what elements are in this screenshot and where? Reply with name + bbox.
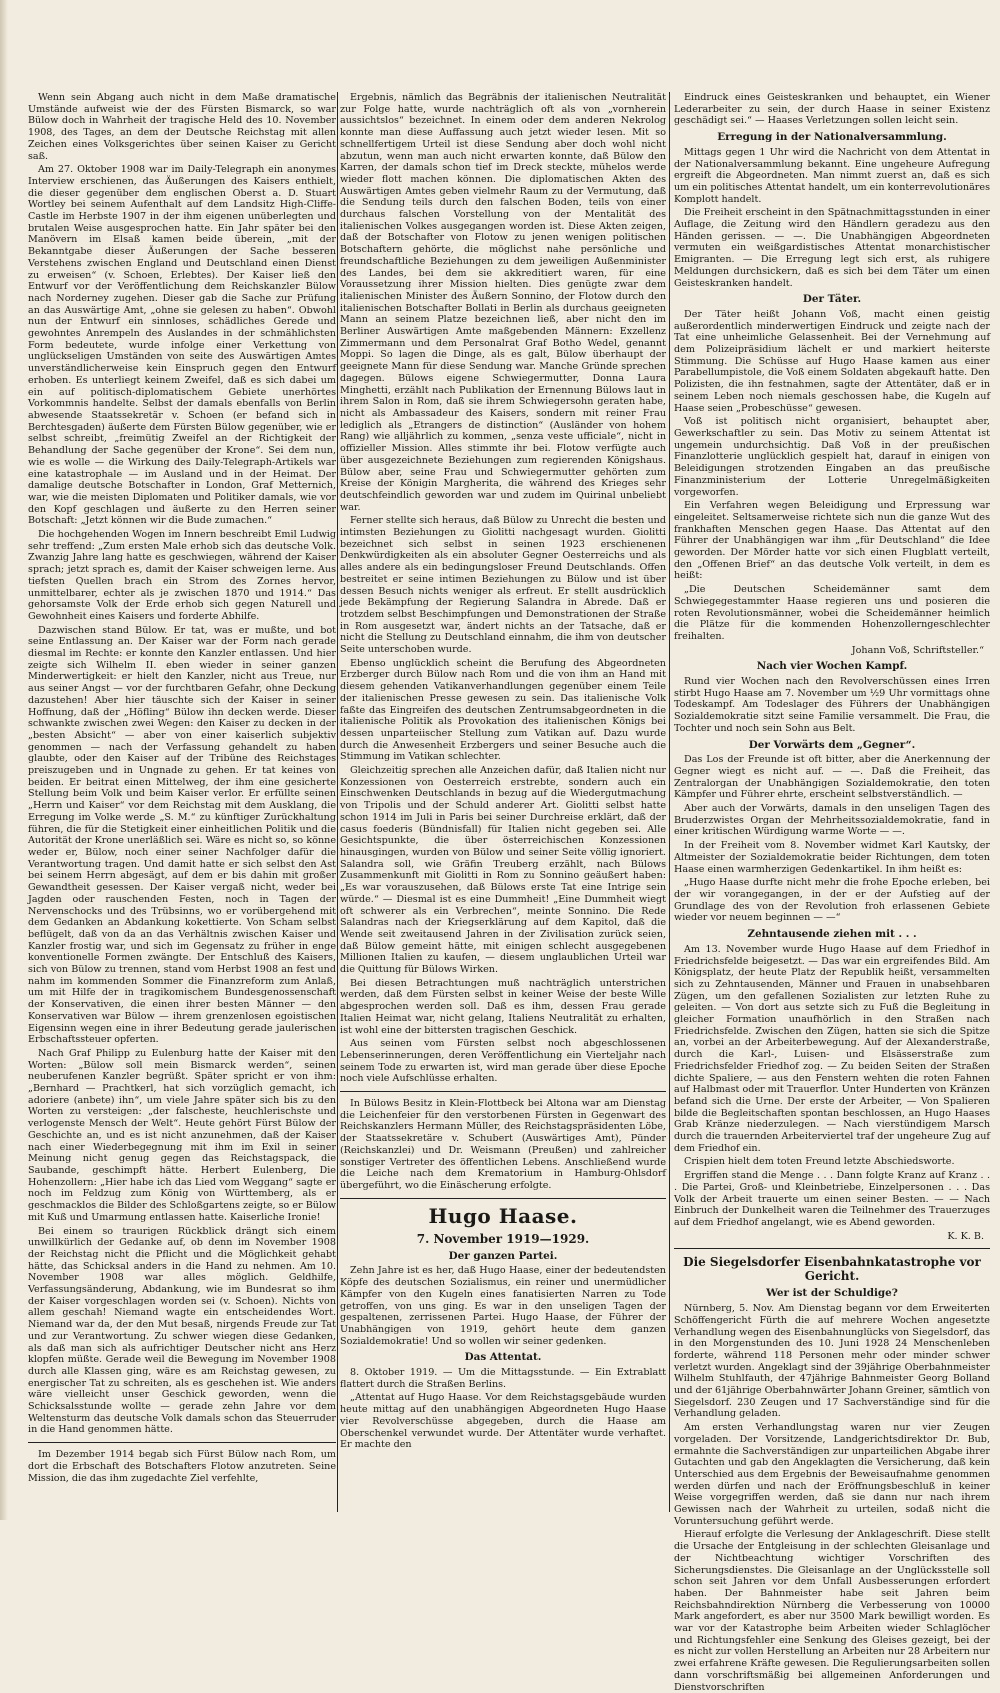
paragraph: Dazwischen stand Bülow. Er tat, was er mußte, und bot seine Entlassung an. Der Kaiser war der Form nach gerade diesmal im Rechte: er konnte den Kanzler entlassen. Und hier zeigte sich Wilhelm II. eben wieder in seiner ganzen Minderwertigkeit: er hielt den Kanzler, nicht aus Treue, nur aus seiner Angst — vor der furchtbaren Gefahr, ohne Deckung dazustehen! Aber hier täuschte sich der Kaiser in seiner Hoffnung, daß der „Höfling“ Bülow ihn decken werde. Dieser schwankte zwischen zwei Wegen: den Kaiser zu decken in der „besten Absicht“ — aber von einer kaiserlich subjektiv genommen — nach der Verfassung gehandelt zu haben glaubte, oder den Kaiser auf der Tribüne des Reichstages preiszugeben und in Ungnade zu gehen. Er tat keines von beiden. Er beitrat einen Mittelweg, der ihm eine gesicherte Stellung beim Volk und beim Kaiser verlor. Er erfüllte seinen „Herrn und Kaiser“ vor dem Reichstag mit dem Ausklang, die Erregung im Volke werde „S. M.“ zu künftiger Zurückhaltung führen, die für die Stetigkeit einer einheitlichen Politik und die Autorität der Krone unerläßlich sei. Wäre es nicht so, so könne weder er, Bülow, noch einer seiner Nachfolger dafür die Verantwortung tragen. Und damit hatte er sich selbst den Ast bei seinem Herrn abgesägt, auf dem er bis dahin mit großer Gewandtheit gesessen. Der Kaiser vergaß nicht, weder bei Jagden oder rauschenden Festen, noch in Tagen der Nervenschocks und des Trübsinns, wo er vorübergehend mit dem Gedanken an Abdankung kokettierte. Von Scham selbst beflügelt, daß von da an das Verhältnis zwischen Kaiser und Kanzler frostig war, und sich im Gegensatz zu früher in enge konventionelle Formen zwängte. Der Entschluß des Kaisers, sich von Bülow zu trennen, stand vom Herbst 1908 an fest und nahm im kommenden Sommer die Finanzreform zum Anlaß, um mit Hilfe der in tragikomischem Bundesgenossenschaft der Konservativen, die einen ihrer besten Männer — den Konservativen war Bülow — ihrem grenzenlosen egoistischen Eigensinn wegen eine in ihrer Bedeutung gerade jaulerischen Erbschaftssteuer opferten.	[28, 624, 336, 1046]
column-rule	[337, 92, 338, 1512]
paragraph: Am 27. Oktober 1908 war im Daily-Telegraph ein anonymes Interview erschienen, das Äußerungen des Kaisers enthielt, die dieser gegenüber dem englischen Oberst a. D. Stuart Wortley bei seinem Aufenthalt auf dem Landsitz High-Cliffe-Castle im Herbste 1907 in der ihm eigenen unüberlegten und brutalen Weise ausgesprochen hatte. Ein Jahr später bei den Manövern im Elsaß kamen beide überein, „mit der Bekanntgabe dieser Äußerungen der Sache besseren Verstehens zwischen England und Deutschland einen Dienst zu erweisen“ (v. Schoen, Erlebtes). Der Kaiser ließ den Entwurf vor der Veröffentlichung dem Reichskanzler Bülow nach Norderney zugehen. Dieser gab die Sache zur Prüfung an das Auswärtige Amt, „ohne sie gelesen zu haben“. Obwohl nun der Entwurf ein sinnloses, schädliches Gerede und gewohntes Anrempeln des Auslandes in der schmählichsten Form bedeutete, wurde infolge einer Verkettung von unglückseligen Umständen von seite des Auswärtigen Amtes unverständlicherweise kein Einspruch gegen den Entwurf erhoben. Es unterliegt keinem Zweifel, daß es sich dabei um ein auf politisch-diplomatischem Gebiete unerhörtes Vorkommnis handelte. Selbst der damals ebenfalls von Berlin abwesende Staatssekretär v. Schoen (er befand sich in Berchtesgaden) äußerte dem Fürsten Bülow gegenüber, wie er selbst schreibt, „freimütig Zweifel an der Richtigkeit der Behandlung der Sache gegenüber der Krone“. Sei dem nun, wie es wolle — die Wirkung des Daily-Telegraph-Artikels war eine katastrophale — im Ausland und in der Heimat. Der damalige deutsche Botschafter in London, Graf Metternich, war, wie die meisten Diplomaten und Politiker damals, wie vor den Kopf geschlagen und äußerte zu den Herren seiner Botschaft: „Jetzt können wir die Bude zumachen.“	[28, 164, 336, 527]
paragraph: „Attentat auf Hugo Haase. Vor dem Reichstagsgebäude wurden heute mittag auf den unabhängigen Abgeordneten Hugo Haase vier Revolverschüsse abgegeben, durch die Haase am Oberschenkel verwundet wurde. Der Attentäter wurde verhaftet. Er machte den	[340, 1392, 666, 1451]
paragraph: Das Los der Freunde ist oft bitter, aber die Anerkennung der Gegner wiegt es nicht auf. — —. Daß die Freiheit, das Zentralorgan der Unabhängigen Sozialdemokratie, den toten Kämpfer und Führer ehrte, erscheint selbstverständlich. —	[674, 754, 990, 801]
paragraph: Hierauf erfolgte die Verlesung der Anklageschrift. Diese stellt die Ursache der Entgleisung in der schlechten Gleisanlage und der Nichtbeachtung wichtiger Vorschriften des Sicherungsdienstes. Die Gleisanlage an der Unglücksstelle soll schon seit Jahren vor dem Unfall Ausbesserungen erfordert haben. Der Bahnmeister habe seit Jahren beim Reichsbahndirektion Nürnberg die Verbesserung von 10000 Mark angefordert, es aber nur 3500 Mark bewilligt worden. Es war vor der Katastrophe beim Arbeiten wieder Schlaglöcher und Richtungsfehler eine Senkung des Gleises gezeigt, bei der es nicht zur vollen Herstellung an Arbeiten nur 28 Arbeitern nur zwei erfahrene Kräfte gewesen. Die Regulierungsarbeiten sollen dann vorschriftsmäßig bei allgemeinen Anforderungen und Dienstvorschriften	[674, 1529, 990, 1693]
divider	[340, 1198, 666, 1199]
paragraph: Die Freiheit erscheint in den Spätnachmittagsstunden in einer Auflage, die Zeitung wird den Händlern geradezu aus den Händen gerissen. — —. Die Unabhängigen Abgeordneten vermuten ein weißgardistisches Attentat monarchistischer Emigranten. — Die Erregung legt sich erst, als ruhigere Meldungen durchsickern, daß es sich bei dem Täter um einen Geisteskranken handelt.	[674, 207, 990, 289]
paragraph: Gleichzeitig sprechen alle Anzeichen dafür, daß Italien nicht nur Konzessionen von Oesterreich erstrebte, sondern auch ein Einschwenken Deutschlands in bezug auf die Wiedergutmachung von Tripolis und der Schuld anderer Art. Giolitti selbst hatte schon 1914 im Juli in Paris bei seiner Durchreise erklärt, daß der casus foederis (Bündnisfall) für Italien nicht gegeben sei. Alle Gesichtspunkte, die über österreichischen Konzessionen hinausgingen, wurden von Bülow und seiner Seite völlig ignoriert. Salandra soll, wie Gräfin Treuberg erzählt, nach Bülows Zusammenkunft mit Giolitti in Rom zu Sonnino geäußert haben: „Es war vorauszusehen, daß Bülows erste Tat eine Intrige sein würde.“ — Diesmal ist es eine Dummheit! „Eine Dummheit wiegt oft schwerer als ein Verbrechen“, meinte Sonnino. Die Rede Salandras nach der Kriegserklärung auf dem Kapitol, daß die Wende seit zweitausend Jahren in der Zivilisation zurück seien, daß Bülow gemeint hätte, mit einigen schlecht ausgegebenen Millionen Italien zu kaufen, — diesem unglaublichen Urteil war die Quittung für Bülows Wirken.	[340, 765, 666, 976]
paragraph: Voß ist politisch nicht organisiert, behauptet aber, Gewerkschaftler zu sein. Das Motiv zu seinem Attentat ist ungemein undurchsichtig. Daß Voß in der preußischen Finanzlotterie unglücklich gespielt hat, darauf in einigen von Beleidigungen strotzenden Eingaben an das preußische Finanzministerium der Lotterie Unregelmäßigkeiten vorgeworfen.	[674, 416, 990, 498]
article-headline: Die Siegelsdorfer Eisenbahnkatastrophe vor Gericht.	[683, 1255, 981, 1284]
page-edge-shadow	[0, 0, 8, 1520]
paragraph: Mittags gegen 1 Uhr wird die Nachricht von dem Attentat in der Nationalversammlung bekannt. Eine ungeheure Aufregung ergreift die Abgeordneten. Man nimmt zuerst an, daß es sich um ein politisches Attentat handelt, um ein konterrevolutionäres Komplott handelt.	[674, 146, 990, 205]
section-heading: Zehntausende ziehen mit . . .	[747, 928, 917, 941]
paragraph: Am ersten Verhandlungstag waren nur vier Zeugen vorgeladen. Der Vorsitzende, Landgerichtsdirektor Dr. Bub, ermahnte die Sachverständigen zur unparteilichen Abgabe ihrer Gutachten und gab den Angeklagten die Versicherung, daß kein Unterschied aus dem Ergebnis der Beweisaufnahme genommen werden dürfen und nach der Eröffnungsbeschluß in keiner Weise vorgegriffen werden, daß sie dann nur nach ihrem Gewissen nach der Wahrheit zu urteilen, sodaß nicht die Voruntersuchung geführt werde.	[674, 1422, 990, 1527]
paragraph: „Die Deutschen Scheidemänner samt dem Schwiegegestammter Haase regieren uns und posieren die roten Revolutionsmänner, wobei die Scheidemänner heimlich die Plätze für die kommenden Hohenzollerngeschlechter freihalten.	[674, 584, 990, 642]
column-right	[674, 92, 991, 1693]
signature: K. K. B.	[947, 1230, 984, 1242]
paragraph: Ebenso unglücklich scheint die Berufung des Abgeordneten Erzberger durch Bülow nach Rom und die von ihm an Hand mit diesem gehenden Vatikanverhandlungen gegenüber einem Teile der italienischen Presse gewesen zu sein. Das italienische Volk faßte das Eingreifen des deutschen Zentrumsabgeordneten in die italienische Politik als Provokation des italienischen Königs bei dessen unparteiischer Stellung zum Vatikan auf. Dazu wurde durch die Anwesenheit Erzbergers und seiner Besuche auch die Stimmung im Vatikan schlechter.	[340, 657, 666, 763]
divider	[28, 1442, 336, 1443]
divider	[674, 1248, 990, 1249]
paragraph: Ferner stellte sich heraus, daß Bülow zu Unrecht die besten und intimsten Beziehungen zu Giolitti nachgesagt wurden. Giolitti bezeichnet sich selbst in seinen 1923 erschienenen Denkwürdigkeiten als ein absoluter Gegner Oesterreichs und als alles andere als ein bedingungsloser Freund Deutschlands. Offen bestreitet er seine intimen Beziehungen zu Bülow und ist über dessen Besuch nichts weniger als erfreut. Er stellt ausdrücklich jede Bekämpfung der Regierung Salandra in Abrede. Daß er trotzdem selbst Beschimpfungen und Demonstrationen der Straße in Rom ausgesetzt war, ändert nichts an der Tatsache, daß er nicht die Stellung zu Deutschland einnahm, die ihm von deutscher Seite unterschoben wurde.	[340, 515, 666, 656]
section-heading: Der ganzen Partei.	[448, 1249, 558, 1262]
column-middle	[340, 92, 666, 1510]
section-heading: Wer ist der Schuldige?	[766, 1287, 898, 1300]
paragraph: In Bülows Besitz in Klein-Flottbeck bei Altona war am Dienstag die Leichenfeier für den verstorbenen Fürsten in Gegenwart des Reichskanzlers Hermann Müller, des Reichstagspräsidenten Löbe, der Staatssekretäre v. Schubert (Auswärtiges Amt), Pünder (Reichskanzlei) und Dr. Weismann (Preußen) und zahlreicher sonstiger Vertreter des öffentlichen Lebens. Anschließend wurde die Leiche nach dem Krematorium in Hamburg-Ohlsdorf übergeführt, wo die Einäscherung erfolgte.	[340, 1098, 666, 1191]
divider	[340, 1091, 666, 1092]
paragraph: Der Täter heißt Johann Voß, macht einen geistig außerordentlich minderwertigen Eindruck und zeigte nach der Tat eine unheimliche Gelassenheit. Bei der Vernehmung auf dem Polizeipräsidium lächelt er und markiert heiterste Stimmung. Die Schüsse auf Hugo Haase kamen aus einer Parabellumpistole, die Voß einem Soldaten abgekauft hatte. Den Polizisten, die ihn festnahmen, sagte der Attentäter, daß er in seinem Leben noch niemals geschossen habe, die Kugeln auf Haase seien „Probeschüsse“ gewesen.	[674, 308, 990, 414]
column-left	[28, 92, 336, 1510]
paragraph: Aber auch der Vorwärts, damals in den unseligen Tagen des Bruderzwistes Organ der Mehrheitssozialdemokratie, fand in einer kritischen Würdigung warme Worte — —.	[674, 803, 990, 838]
paragraph: „Hugo Haase durfte nicht mehr die frohe Epoche erleben, bei der wir vorangegangen, in der er der Aufstieg auf der Grundlage des von der Revolution froh erlassenen Gebiete wieder vor neuem beginnen — —“	[674, 877, 990, 924]
paragraph: Ein Verfahren wegen Beleidigung und Erpressung war eingeleitet. Seltsamerweise richtete sich nun die ganze Wut des frankhaften Menschen gegen Haase. Das Attentat auf den Führer der Unabhängigen war ihm „für Deutschland“ die Idee geworden. Der Mörder hatte vor sich einen Flugblatt verteilt, den „Offenen Brief“ an das deutsche Volk verteilt, in dem es heißt:	[674, 500, 990, 582]
paragraph: Nach Graf Philipp zu Eulenburg hatte der Kaiser mit den Worten: „Bülow soll mein Bismarck werden“, seinen neuberufenen Kanzler begrüßt. Später spricht er von ihm: „Bernhard — Prachtkerl, hat sich vorzüglich gemacht, ich adoriere (anbete) ihn“, um viele Jahre später sich bis zu den Worten zu versteigen: „der falscheste, heuchlerischste und verlogenste Mensch der Welt“. Heute gehört Fürst Bülow der Geschichte an, und es ist nicht anzunehmen, daß der Kaiser nach einer Wiederbegegnung mit ihm im Exil in seiner Meinung nicht genug gegen das Reichstagspack, die Saubande, geschimpft hätte. Herbert Eulenberg, Die Hohenzollern: „Hier habe ich das Lied vom Weggang“ sagte er noch im Feldzug zum König von Württemberg, als er geschmacklos die Bilder des Schloßgartens zeigte, so er Bülow mit Kuß und Umarmung entlassen hatte. Kaiserliche Ironie!	[28, 1047, 336, 1223]
section-heading: Der Täter.	[802, 293, 862, 306]
paragraph: Ergriffen stand die Menge . . . Dann folgte Kranz auf Kranz . . . Die Partei, Groß- und Kleinbetriebe, Einzelpersonen . . . Das Volk der Arbeit trauerte um einen seiner Besten. — — Nach Einbruch der Dunkelheit waren die Teilnehmer des Trauerzuges auf dem Friedhof angelangt, wie es Abend geworden.	[674, 1170, 990, 1228]
paragraph: Im Dezember 1914 begab sich Fürst Bülow nach Rom, um dort die Erbschaft des Botschafters Flotow anzutreten. Seine Mission, die das ihm zugedachte Ziel verfehlte,	[28, 1449, 336, 1484]
signature: Johann Voß, Schriftsteller.“	[851, 644, 984, 656]
column-rule	[669, 92, 670, 1512]
paragraph: Bei diesen Betrachtungen muß nachträglich unterstrichen werden, daß dem Fürsten selbst in keiner Weise der beste Wille abgesprochen werden soll. Daß es ihm, dessen Frau gerade Italien Heimat war, nicht gelang, Italiens Neutralität zu erhalten, ist wohl eine der bittersten tragischen Geschick.	[340, 977, 666, 1036]
paragraph: In der Freiheit vom 8. November widmet Karl Kautsky, der Altmeister der Sozialdemokratie beider Richtungen, dem toten Haase einen warmherzigen Gedenkartikel. In ihm heißt es:	[674, 840, 990, 875]
paragraph: 8. Oktober 1919. — Um die Mittagsstunde. — Ein Extrablatt flattert durch die Straßen Berlins.	[340, 1367, 666, 1390]
section-heading: Nach vier Wochen Kampf.	[756, 660, 908, 673]
article-dateline: 7. November 1919—1929.	[416, 1231, 590, 1246]
section-heading: Erregung in der Nationalversammlung.	[717, 131, 947, 144]
paragraph: Aus seinen vom Fürsten selbst noch abgeschlossenen Lebenserinnerungen, deren Veröffentlichung ein Vierteljahr nach seinem Tode zu erwarten ist, wird man gerade über diese Epoche noch viele Aufschlüsse erhalten.	[340, 1038, 666, 1085]
paragraph: Bei einem so traurigen Rückblick drängt sich einem unwillkürlich der Gedanke auf, ob denn im November 1908 der Reichstag nicht die Pflicht und die Möglichkeit gehabt hätte, das Schicksal anders in die Hand zu nehmen. Am 10. November 1908 war alles möglich. Geldhilfe, Verfassungsänderung, Abdankung, wie im Bundesrat so ihm der Kaiser vorgeschlagen worden sei (v. Schoen). Nichts von allem geschah! Niemand wagte ein entscheidendes Wort. Niemand war da, der den Mut besaß, nirgends Freude zur Tat und zur Verantwortung. Zu schwer wiegen diese Gedanken, als daß man sich als aufrichtiger Deutscher nicht ans Herz klopfen müßte. Gerade weil die Bewegung im November 1908 durch alle Klassen ging, wäre es am Reichstag gewesen, zu energischer Tat zu schreiten, als es geschehen ist. Wie anders wäre vielleicht unser Geschick geworden, wenn die Schicksalsstunde wollte — gerade zehn Jahre vor dem Weltensturm das deutsche Volk damals schon das Steuerruder in die Hand genommen hätte.	[28, 1225, 336, 1436]
paragraph: Wenn sein Abgang auch nicht in dem Maße dramatische Umstände aufweist wie der des Fürsten Bismarck, so war Bülow doch in Wahrheit der tragische Held des 10. November 1908, des Tages, an dem der Deutsche Reichstag mit allen Zeichen eines Volksgerichtes über seinen Kaiser zu Gericht saß.	[28, 92, 336, 162]
paragraph: Rund vier Wochen nach den Revolverschüssen eines Irren stirbt Hugo Haase am 7. November um ½9 Uhr vormittags ohne Todeskampf. Am Todeslager des Führers der Unabhängigen Sozialdemokratie sitzt seine Familie versammelt. Die Frau, die Tochter und noch sein Sohn aus Belt.	[674, 676, 990, 734]
paragraph: Ergebnis, nämlich das Begräbnis der italienischen Neutralität zur Folge hatte, wurde nachträglich oft als von „vornherein aussichtslos“ bezeichnet. In einem oder dem anderen Nekrolog konnte man diese Auffassung auch jetzt wieder lesen. Mit so schnellfertigem Urteil ist diese Sendung aber doch wohl nicht abzutun, wenn man auch nicht erwarten konnte, daß Bülow den Karren, der damals schon tief im Dreck steckte, mühelos werde wieder flott machen können. Die diplomatischen Akten des Auswärtigen Amtes geben vielmehr Raum zu der Vermutung, daß die Sendung teils durch den falschen Boden, teils von einer durchaus falschen Vorstellung von der Mentalität des italienischen Volkes ausgegangen worden ist. Diese Akten zeigen, daß der Botschafter von Flotow zu jenen wenigen politischen Botschaftern gehörte, die möglichst nahe persönliche und freundschaftliche Beziehungen zu dem jeweiligen Außenminister des Landes, bei dem sie akkreditiert waren, für eine Voraussetzung ihrer Mission hielten. Dies genügte zwar dem italienischen Minister des Äußern Sonnino, der Flotow durch den italienischen Botschafter Bollati in Berlin als durchaus geeigneten Mann an seinem Platze bezeichnen ließ, aber nicht den im Berliner Auswärtigen Amte maßgebenden Männern: Exzellenz Zimmermann und dem Personalrat Graf Botho Wedel, genannt Moppi. So lagen die Dinge, als es galt, Bülow überhaupt der geeignete Mann für diese Sendung war. Manche Gründe sprechen dagegen. Bülows eigene Schwiegermutter, Donna Laura Minghetti, erzählt nach Publikation der Ernennung Bülows laut in ihrem Salon in Rom, daß sie ihrem Schwiegersohn geraten habe, nicht als Ambassadeur des Kaisers, sondern mit reiner Frau lediglich als „Etrangers de distinction“ (Ausländer von hohem Rang) wie alljährlich zu kommen, „senza veste ufficiale“, nicht in offizieller Mission. Alles stimmte ihr bei. Flotow verfügte auch über ausgezeichnete Beziehungen zum regierenden Königshaus. Bülow aber, seine Frau und Schwiegermutter gehörten zum Kreise der Königin Margherita, die während des Krieges sehr deutschfeindlich geworden war und zudem im Quirinal unbeliebt war.	[340, 92, 666, 513]
paragraph: Eindruck eines Geisteskranken und behauptet, ein Wiener Lederarbeiter zu sein, der durch Haase in seiner Existenz geschädigt sei.“ — Haases Verletzungen sollen leicht sein.	[674, 92, 990, 127]
paragraph: Am 13. November wurde Hugo Haase auf dem Friedhof in Friedrichsfelde beigesetzt. — Das war ein ergreifendes Bild. Am Königsplatz, der heute Platz der Republik heißt, versammelten sich zu Zehntausenden, Männer und Frauen in unabsehbaren Zügen, um den gefallenen Sozialisten zur letzten Ruhe zu geleiten. — Von dort aus setzte sich zu Fuß die Begleitung in gleicher Formation unaufhörlich in den Straßen nach Friedrichsfelde. Zwischen den Zügen, hatten sie sich die Spitze an, vorbei an der Arbeiterbewegung. Auf der Alexanderstraße, durch die Karl-, Luisen- und Elsässerstraße zum Friedrichsfelder Friedhof zog. — Zu beiden Seiten der Straßen dichte Spaliere, — aus den Fenstern wehten die roten Fahnen auf Halbmast oder mit Trauerflor. Unter Hunderten von Kränzen befand sich die Urne. Der erste der Arbeiter, — Von Spalieren bilde die Begleitschaften spontan beschlossen, an Hugo Haases Grab Kränze niederzulegen. — Nach vierstündigem Marsch durch die trauernden Arbeiterviertel traf der ungeheure Zug auf dem Friedhof ein.	[674, 943, 991, 1154]
article-headline: Hugo Haase.	[428, 1203, 578, 1228]
paragraph: Die hochgehenden Wogen im Innern beschreibt Emil Ludwig sehr treffend: „Zum ersten Male erhob sich das deutsche Volk. Zwanzig Jahre lang hatte es geschwiegen, während der Kaiser sprach; jetzt sprach es, damit der Kaiser schweigen lerne. Aus tiefsten Quellen brach ein Strom des Zornes hervor, unmittelbarer, echter als je zwischen 1870 und 1914.“ Das gehorsamste Volk der Erde erhob sich gegen Naturell und Gewohnheit eines Kaisers und forderte Abhilfe.	[28, 529, 336, 622]
section-heading: Der Vorwärts dem „Gegner“.	[748, 738, 916, 751]
paragraph: Nürnberg, 5. Nov. Am Dienstag begann vor dem Erweiterten Schöffengericht Fürth die auf mehrere Wochen angesetzte Verhandlung wegen des Eisenbahnunglücks von Siegelsdorf, das in den Morgenstunden des 10. Juni 1928 24 Menschenleben forderte, während 118 Personen mehr oder minder schwer verletzt wurden. Angeklagt sind der 39jährige Oberbahnmeister Wilhelm Stuhlfauth, der 47jährige Bahnmeister Georg Bolland und der 61jährige Oberbahnwärter Johann Greiner, sämtlich von Siegelsdorf. 230 Zeugen und 17 Sachverständige sind für die Verhandlung geladen.	[674, 1303, 990, 1420]
paragraph: Zehn Jahre ist es her, daß Hugo Haase, einer der bedeutendsten Köpfe des deutschen Sozialismus, ein reiner und unermüdlicher Kämpfer von den Kugeln eines fanatisierten Narren zu Tode getroffen, von uns ging. Es war in den unseligen Tagen der gespaltenen, zerrissenen Partei. Hugo Haase, der Führer der Unabhängigen von 1919, gehört heute dem ganzen Sozialdemokratie! Und so wollen wir seiner gedenken.	[340, 1265, 666, 1347]
paragraph: Crispien hielt dem toten Freund letzte Abschiedsworte.	[684, 1156, 955, 1168]
section-heading: Das Attentat.	[464, 1351, 542, 1364]
